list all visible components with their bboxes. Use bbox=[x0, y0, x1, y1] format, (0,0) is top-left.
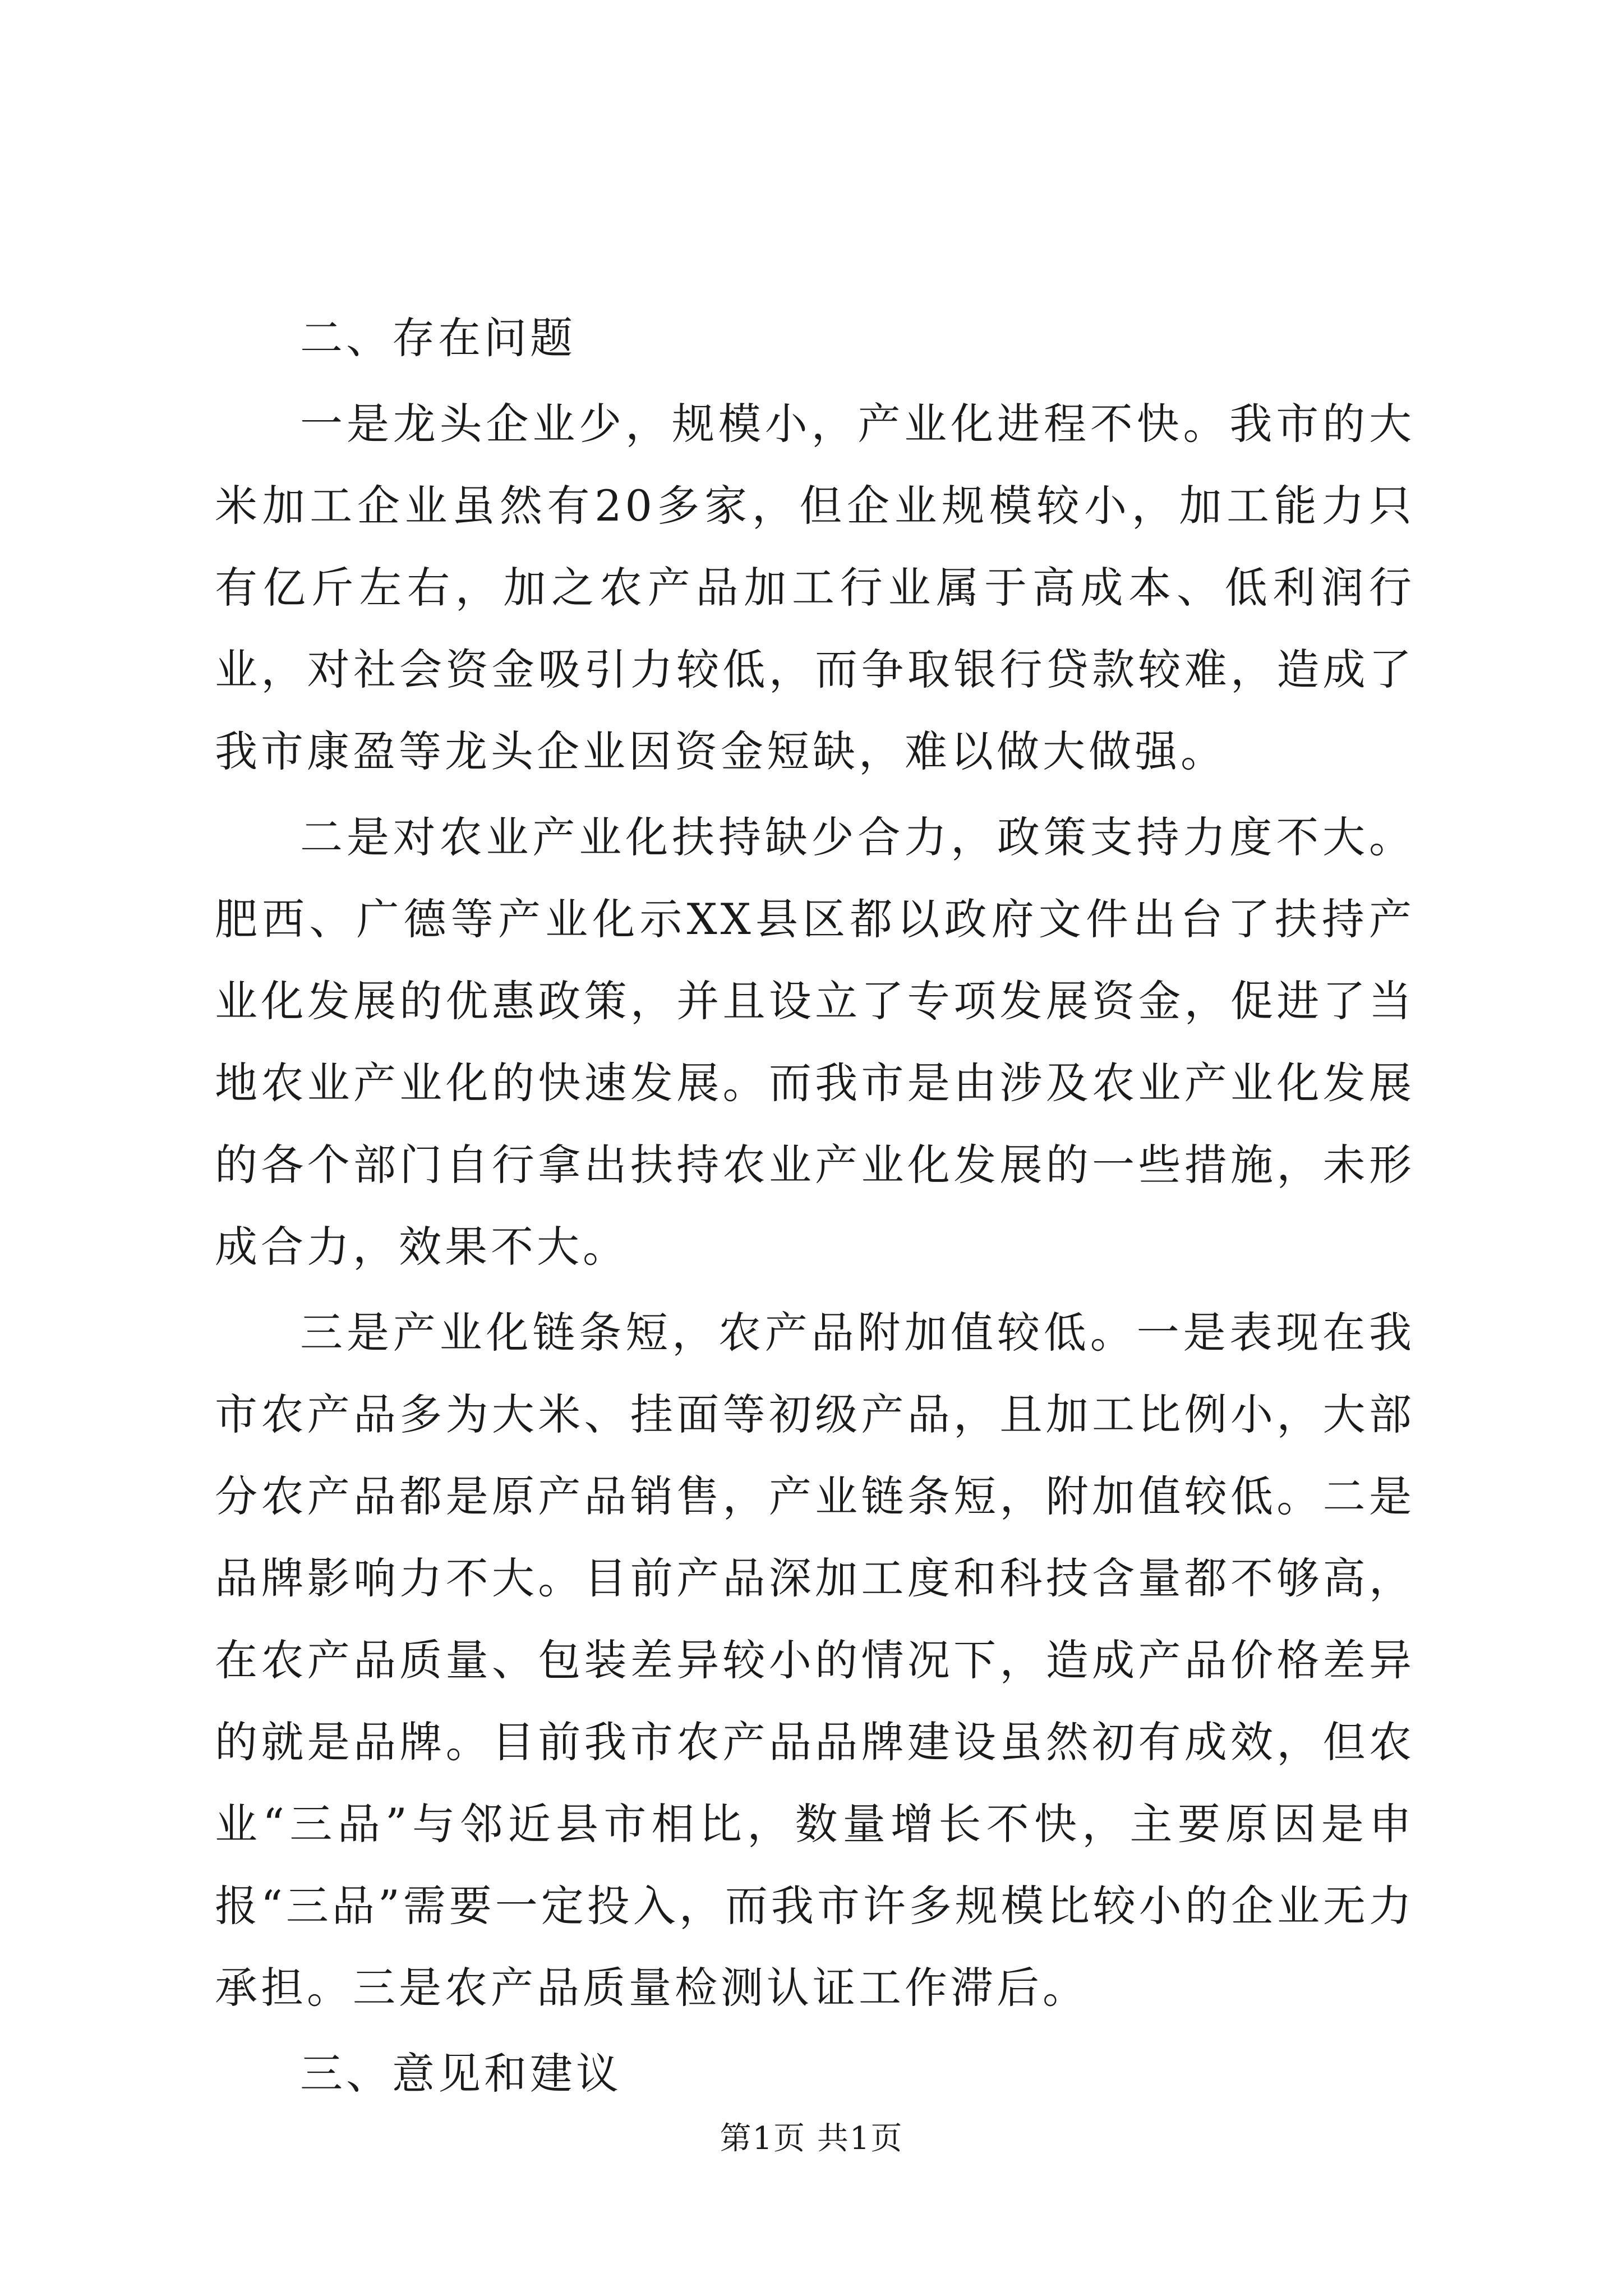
section-heading-suggestions: 三、意见和建议 bbox=[300, 2049, 622, 2099]
paragraph-3: 三是产业化链条短，农产品附加值较低。一是表现在我市农产品多为大米、挂面等初级产品，且加工比例小，大部分农产品都是原产品销售，产业链条短，附加值较低。二是品牌影响力不大。目前产品深加工度和科技含量都不够高，在农产品质量、包装差异较小的情况下，造成产品价格差异的就是品牌。目前我市农产品品牌建设虽然初有成效，但农业“三品”与邻近县市相比，数量增长不快，主要原因是申报“三品”需要一定投入，而我市许多规模比较小的企业无力承担。三是农产品质量检测认证工作滞后。 bbox=[215, 1308, 1415, 2013]
page-footer: 第1页 共1页 bbox=[720, 2120, 903, 2157]
section-heading-problems: 二、存在问题 bbox=[300, 313, 576, 363]
paragraph-2: 二是对农业产业化扶持缺少合力，政策支持力度不大。肥西、广德等产业化示XX县区都以政府文件出台了扶持产业化发展的优惠政策，并且设立了专项发展资金，促进了当地农业产业化的快速发展。而我市是由涉及农业产业化发展的各个部门自行拿出扶持农业产业化发展的一些措施，未形成合力，效果不大。 bbox=[215, 812, 1415, 1272]
document-body bbox=[215, 297, 1415, 2115]
paragraph-1: 一是龙头企业少，规模小，产业化进程不快。我市的大米加工企业虽然有20多家，但企业规模较小，加工能力只有亿斤左右，加之农产品加工行业属于高成本、低利润行业，对社会资金吸引力较低，而争取银行贷款较难，造成了我市康盈等龙头企业因资金短缺，难以做大做强。 bbox=[215, 399, 1415, 776]
